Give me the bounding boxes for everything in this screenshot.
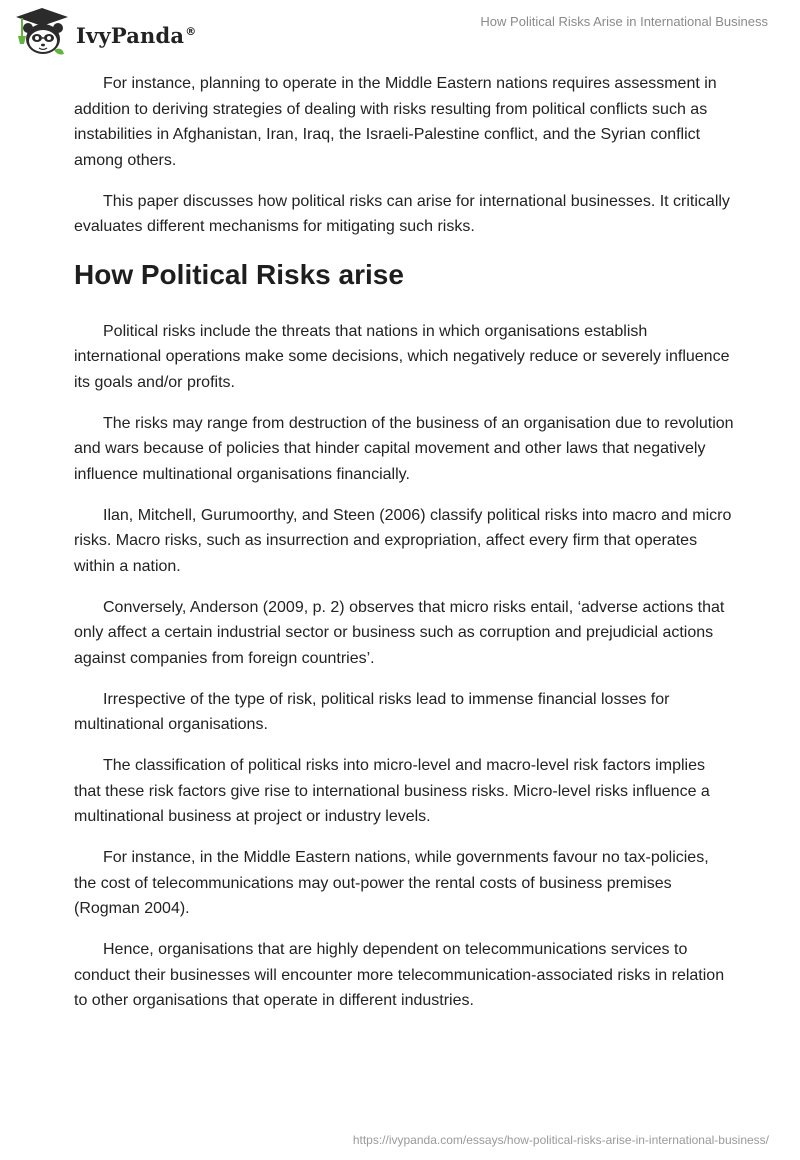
- page-header: [0, 0, 800, 64]
- source-url-link[interactable]: https://ivypanda.com/essays/how-political-risks-arise-in-international-business/: [352, 1133, 769, 1147]
- registered-mark: ®: [185, 24, 197, 38]
- body-paragraph: Conversely, Anderson (2009, p. 2) observes that micro risks entail, ‘adverse actions that only affect a certain industrial sector or business such as corruption and prejudicial actions against companies from foreign countries’.: [74, 598, 725, 667]
- brand-name: IvyPanda®: [76, 22, 197, 48]
- panda-graduate-logo-icon: [14, 6, 70, 58]
- body-paragraph: Hence, organisations that are highly dependent on telecommunications services to conduct their businesses will encounter more telecommunication-associated risks in relation to other organisations that operate in different industries.: [74, 941, 725, 1009]
- essay-content: [74, 71, 734, 1029]
- body-paragraph: The risks may range from destruction of the business of an organisation due to revolution and wars because of policies that hinder capital movement and other laws that negatively influence multinational organisations financially.: [74, 414, 734, 483]
- brand-logo-link[interactable]: [14, 6, 196, 58]
- header-page-title: How Political Risks Arise in International Business: [480, 14, 768, 29]
- intro-paragraph: This paper discusses how political risks can arise for international businesses. It critically evaluates different mechanisms for mitigating such risks.: [74, 192, 730, 235]
- body-paragraph: For instance, in the Middle Eastern nations, while governments favour no tax-policies, the cost of telecommunications may out-power the rental costs of business premises (Rogman 2004).: [74, 849, 709, 917]
- body-paragraph: Irrespective of the type of risk, political risks lead to immense financial losses for multinational organisations.: [74, 690, 670, 733]
- section-heading: How Political Risks arise: [74, 258, 404, 290]
- intro-paragraph: For instance, planning to operate in the Middle Eastern nations requires assessment in addition to deriving strategies of dealing with risks resulting from political conflicts such as instabilities in Afghanistan, Iran, Iraq, the Israeli-Palestine conflict, and the Syrian conflict among others.: [74, 75, 717, 169]
- body-paragraph: Political risks include the threats that nations in which organisations establish international operations make some decisions, which negatively reduce or severely influence its goals and/or profits.: [74, 322, 730, 391]
- body-paragraph: The classification of political risks into micro-level and macro-level risk factors implies that these risk factors give rise to international business risks. Micro-level risks influence a multinational business at project or industry levels.: [74, 757, 710, 825]
- body-paragraph: Ilan, Mitchell, Gurumoorthy, and Steen (2006) classify political risks into macro and micro risks. Macro risks, such as insurrection and expropriation, affect every firm that operates within a nation.: [74, 506, 732, 575]
